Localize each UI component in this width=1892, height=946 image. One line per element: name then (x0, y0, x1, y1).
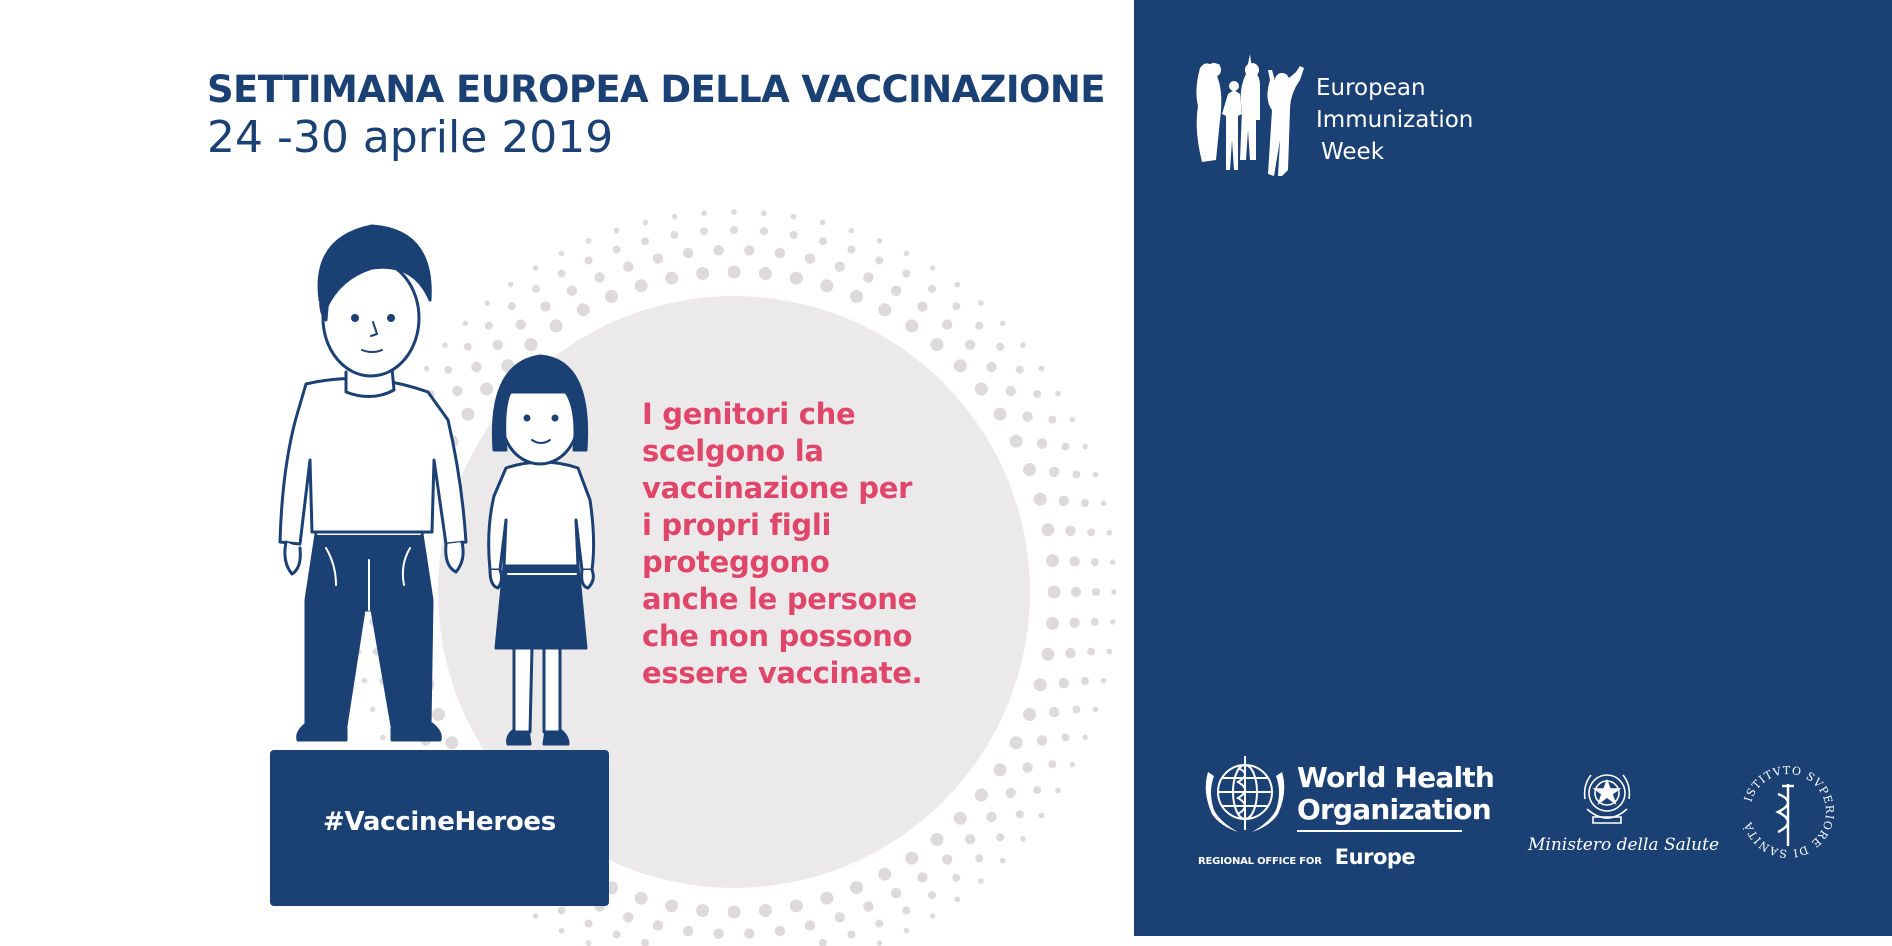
halo-dot (942, 319, 952, 329)
halo-dot (820, 220, 826, 226)
halo-dot (849, 228, 855, 234)
halo-dot (1072, 471, 1080, 479)
halo-dot (1034, 678, 1047, 691)
halo-dot (930, 265, 936, 271)
halo-dot (759, 904, 772, 917)
who-name-line-1: World Health (1297, 761, 1494, 794)
halo-dot (904, 251, 910, 257)
halo-dot (1071, 587, 1081, 597)
halo-dot (1082, 444, 1088, 450)
halo-dot (955, 282, 961, 288)
halo-dot (533, 265, 539, 271)
halo-dot (701, 210, 707, 216)
halo-dot (930, 913, 936, 919)
halo-dot (424, 366, 430, 372)
halo-dot (1039, 813, 1045, 819)
halo-dot (1033, 390, 1041, 398)
halo-dot (1101, 501, 1107, 507)
halo-dot (485, 322, 493, 330)
halo-dot (1049, 707, 1059, 717)
halo-dot (613, 246, 621, 254)
halo-dot (1048, 416, 1056, 424)
halo-dot (1091, 618, 1099, 626)
halo-dot (558, 906, 566, 914)
halo-dot (759, 267, 772, 280)
halo-dot (848, 930, 856, 938)
halo-dot (442, 342, 448, 348)
halo-dot (643, 220, 649, 226)
halo-dot (1000, 321, 1006, 327)
halo-dot (525, 338, 538, 351)
halo-dot (954, 812, 967, 825)
halo-dot (605, 290, 618, 303)
halo-dot (432, 708, 445, 721)
father-figure (280, 226, 466, 740)
halo-dot (790, 231, 798, 239)
halo-dot (905, 852, 918, 865)
ministero-name: Ministero della Salute (1528, 835, 1720, 855)
halo-dot (696, 267, 709, 280)
halo-dot (1111, 589, 1117, 595)
halo-dot (623, 912, 633, 922)
halo-dot (1046, 554, 1059, 567)
halo-dot (672, 214, 678, 220)
halo-dot (975, 322, 983, 330)
halo-dot (1107, 530, 1113, 536)
halo-dot (1062, 443, 1070, 451)
halo-dot (577, 303, 590, 316)
halo-dot (480, 383, 493, 396)
halo-dot (1062, 733, 1070, 741)
halo-dot (1020, 342, 1026, 348)
halo-dot (508, 282, 514, 288)
jumping-people-logo-icon (1190, 50, 1310, 180)
eiw-line-1: European (1316, 75, 1426, 101)
halo-dot (1016, 810, 1024, 818)
who-office-label: REGIONAL OFFICE FOR (1198, 856, 1322, 867)
halo-dot (471, 362, 481, 372)
halo-dot (891, 286, 901, 296)
halo-dot (567, 286, 577, 296)
halo-dot (1081, 677, 1089, 685)
halo-dot (975, 383, 988, 396)
halo-dot (1034, 493, 1047, 506)
halo-dot (484, 300, 490, 306)
halo-dot (1087, 528, 1095, 536)
halo-dot (975, 789, 988, 802)
halo-dot (996, 833, 1004, 841)
campaign-title: SETTIMANA EUROPEA DELLA VACCINAZIONE (207, 68, 1105, 111)
halo-dot (875, 257, 883, 265)
halo-dot (1033, 786, 1041, 794)
halo-dot (585, 257, 593, 265)
halo-dot (714, 245, 724, 255)
halo-dot (994, 408, 1007, 421)
halo-dot (986, 812, 996, 822)
halo-dot (1022, 411, 1032, 421)
halo-dot (1041, 523, 1054, 536)
halo-dot (1037, 735, 1047, 745)
halo-dot (493, 340, 503, 350)
hashtag: #VaccineHeroes (323, 807, 556, 837)
halo-dot (463, 321, 469, 327)
halo-dot (1010, 435, 1023, 448)
halo-dot (863, 901, 873, 911)
halo-dot (641, 237, 649, 245)
halo-dot (444, 366, 452, 374)
halo-dot (1039, 366, 1045, 372)
halo-dot (559, 251, 565, 257)
halo-dot (613, 930, 621, 938)
halo-dot (665, 272, 678, 285)
halo-dot (954, 359, 967, 372)
halo-dot (917, 301, 927, 311)
halo-dot (952, 302, 960, 310)
halo-dot (558, 270, 566, 278)
halo-dot (928, 285, 936, 293)
halo-dot (1046, 617, 1059, 630)
halo-dot (559, 928, 565, 934)
halo-dot (683, 926, 693, 936)
halo-dot (820, 892, 833, 905)
halo-dot (1006, 788, 1016, 798)
halo-dot (1072, 706, 1080, 714)
halo-dot (878, 303, 891, 316)
halo-dot (744, 929, 754, 939)
who-name-line-2: Organization (1297, 793, 1491, 826)
halo-dot (1069, 618, 1079, 628)
halo-dot (994, 763, 1007, 776)
halo-dot (665, 899, 678, 912)
halo-dot (653, 253, 663, 263)
campaign-dates: 24 -30 aprile 2019 (207, 112, 614, 163)
halo-dot (819, 237, 827, 245)
halo-dot (683, 248, 693, 258)
halo-dot (452, 386, 462, 396)
eiw-wordmark (1316, 72, 1473, 168)
halo-dot (1059, 678, 1069, 688)
halo-dot (775, 926, 785, 936)
halo-dot (585, 920, 593, 928)
halo-dot (952, 874, 960, 882)
halo-dot (1092, 588, 1100, 596)
halo-dot (1010, 736, 1023, 749)
halo-dot (1049, 467, 1059, 477)
halo-dot (1107, 649, 1113, 655)
halo-dot (955, 897, 961, 903)
halo-dot (1070, 762, 1076, 768)
halo-dot (805, 253, 815, 263)
halo-dot (728, 266, 741, 279)
halo-dot (1022, 762, 1032, 772)
halo-dot (905, 319, 918, 332)
halo-dot (805, 920, 815, 930)
halo-dot (965, 340, 975, 350)
halo-dot (670, 231, 678, 239)
halo-dot (700, 227, 708, 235)
halo-dot (1037, 438, 1047, 448)
halo-dot (1041, 648, 1054, 661)
halo-dot (464, 343, 472, 351)
halo-dot (875, 920, 883, 928)
halo-dot (623, 262, 633, 272)
halo-dot (931, 338, 944, 351)
halo-dot (835, 262, 845, 272)
halo-dot (445, 736, 458, 749)
halo-dot (540, 301, 550, 311)
halo-dot (614, 228, 620, 234)
halo-dot (1081, 499, 1089, 507)
halo-dot (986, 362, 996, 372)
halo-dot (380, 735, 386, 741)
halo-dot (550, 319, 563, 332)
halo-dot (850, 290, 863, 303)
halo-dot (877, 238, 883, 244)
halo-dot (791, 214, 797, 220)
halo-dot (996, 343, 1004, 351)
halo-dot (1065, 648, 1075, 658)
halo-dot (1065, 526, 1075, 536)
halo-dot (1016, 366, 1024, 374)
halo-dot (1000, 858, 1006, 864)
halo-dot (516, 319, 526, 329)
halo-dot (928, 891, 936, 899)
iss-seal-icon (1738, 762, 1838, 862)
halo-dot (942, 854, 952, 864)
halo-dot (508, 302, 516, 310)
halo-dot (1087, 648, 1095, 656)
halo-dot (362, 678, 368, 684)
halo-dot (820, 279, 833, 292)
halo-dot (1048, 760, 1056, 768)
halo-dot (1069, 556, 1079, 566)
halo-dot (744, 245, 754, 255)
who-divider (1297, 830, 1462, 832)
halo-dot (1091, 558, 1099, 566)
halo-dot (461, 408, 474, 421)
halo-dot (1110, 559, 1116, 565)
halo-dot (1110, 619, 1116, 625)
halo-dot (1070, 417, 1076, 423)
iss-seal-text: ISTITVTO SVPERIORE DI SANITÀ (1741, 763, 1837, 861)
halo-dot (975, 854, 983, 862)
halo-dot (594, 272, 604, 282)
halo-dot (730, 226, 738, 234)
halo-dot (904, 928, 910, 934)
halo-dot (728, 906, 741, 919)
halo-dot (978, 300, 984, 306)
halo-dot (1093, 472, 1099, 478)
eiw-line-3: Week (1321, 139, 1385, 165)
halo-dot (931, 833, 944, 846)
halo-dot (878, 868, 891, 881)
halo-dot (714, 929, 724, 939)
halo-dot (1023, 463, 1036, 476)
halo-dot (790, 899, 803, 912)
halo-dot (635, 279, 648, 292)
halo-dot (1006, 386, 1016, 396)
who-emblem-icon (1198, 752, 1292, 836)
halo-dot (850, 881, 863, 894)
halo-dot (917, 872, 927, 882)
halo-dot (1023, 708, 1036, 721)
halo-dot (1082, 735, 1088, 741)
halo-dot (1055, 391, 1061, 397)
halo-dot (902, 906, 910, 914)
halo-dot (1101, 678, 1107, 684)
halo-dot (533, 913, 539, 919)
halo-dot (848, 246, 856, 254)
halo-dot (761, 210, 767, 216)
eiw-line-2: Immunization (1316, 107, 1474, 133)
key-message: I genitori che scelgono la vaccinazione per i propri figli proteggono anche le persone che non possono essere vaccinate. (642, 397, 923, 690)
halo-dot (586, 238, 592, 244)
halo-dot (965, 834, 975, 844)
who-name (1297, 762, 1494, 826)
halo-dot (586, 940, 592, 946)
italian-republic-emblem-icon (1579, 765, 1635, 829)
halo-dot (978, 878, 984, 884)
halo-dot (532, 285, 540, 293)
halo-dot (641, 939, 649, 946)
halo-dot (1048, 586, 1061, 599)
halo-dot (835, 912, 845, 922)
halo-dot (696, 904, 709, 917)
halo-dot (877, 940, 883, 946)
halo-dot (760, 227, 768, 235)
halo-dot (891, 888, 901, 898)
halo-dot (775, 248, 785, 258)
halo-dot (635, 892, 648, 905)
who-region: Europe (1334, 845, 1416, 869)
who-regional-office (1198, 845, 1415, 869)
halo-dot (731, 209, 737, 215)
halo-dot (653, 920, 663, 930)
halo-dot (1020, 836, 1026, 842)
halo-dot (1093, 707, 1099, 713)
halo-dot (370, 707, 376, 713)
halo-dot (902, 270, 910, 278)
halo-dot (819, 939, 827, 946)
halo-dot (790, 272, 803, 285)
halo-dot (1059, 496, 1069, 506)
halo-dot (863, 272, 873, 282)
halo-dot (1055, 788, 1061, 794)
